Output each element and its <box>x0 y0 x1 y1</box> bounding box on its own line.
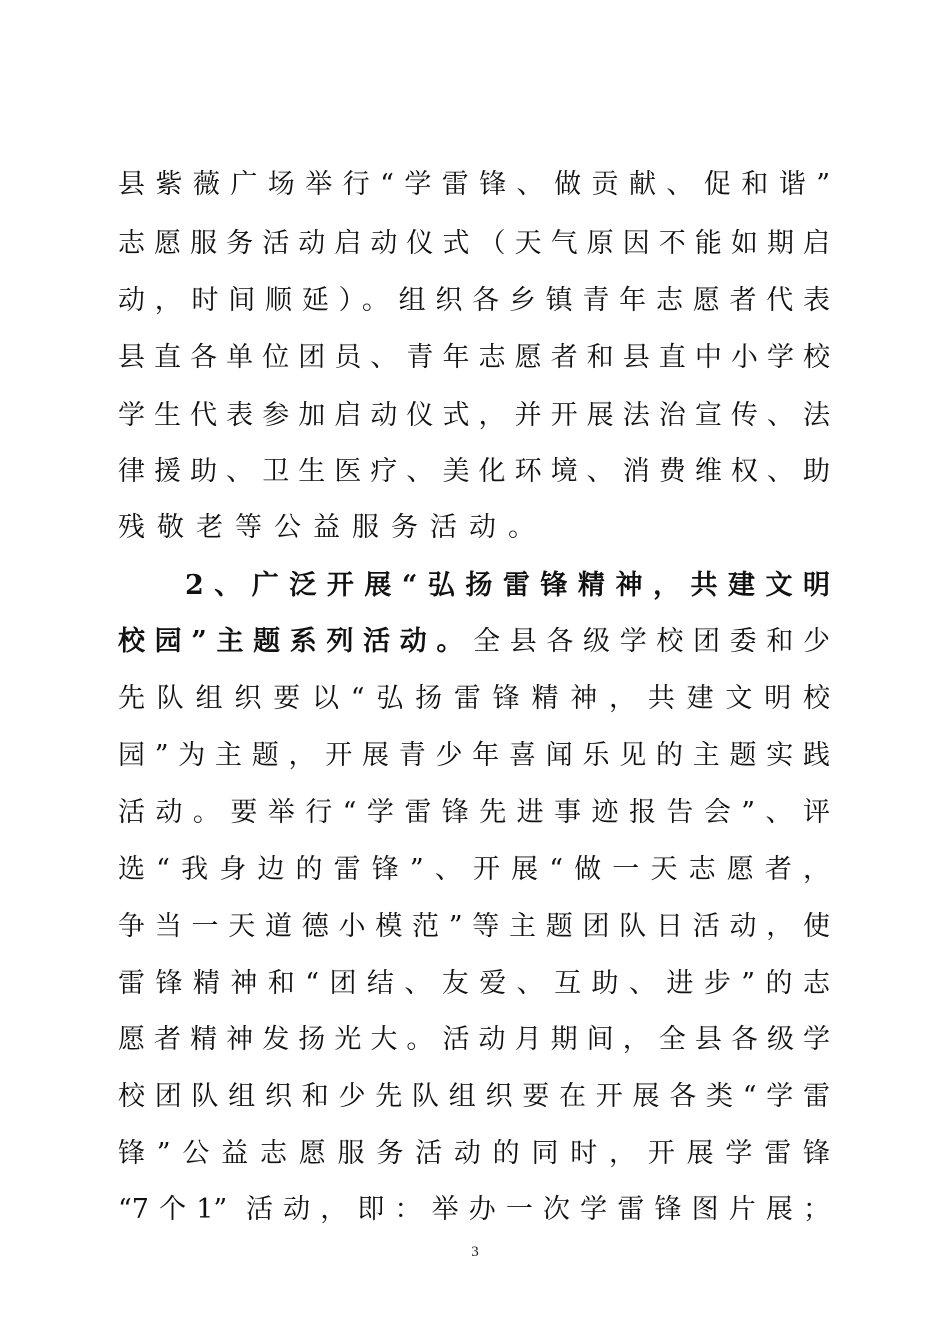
body-text-line: 残敬老等公益服务活动。 <box>118 512 547 543</box>
body-text-line: 县直各单位团员、青年志愿者和县直中小学校 <box>118 342 830 373</box>
body-text-line: 学生代表参加启动仪式，并开展法治宣传、法 <box>118 400 830 431</box>
body-text-line: 活动。要举行“学雷锋先进事迹报告会”、评 <box>118 797 830 828</box>
body-text-line: 先队组织要以“弘扬雷锋精神，共建文明校 <box>118 683 830 714</box>
body-text-line: 校团队组织和少先队组织要在开展各类“学雷 <box>118 1081 830 1112</box>
body-text-line: 选“我身边的雷锋”、开展“做一天志愿者， <box>118 854 830 885</box>
body-text-line: “7个1” 活动，即：举办一次学雷锋图片展； <box>118 1194 830 1225</box>
body-text-line: 雷锋精神和“团结、友爱、互助、进步”的志 <box>118 968 830 999</box>
body-text-line: 县紫薇广场举行“学雷锋、做贡献、促和谐” <box>118 169 830 200</box>
body-text-line: 律援助、卫生医疗、美化环境、消费维权、助 <box>118 456 830 487</box>
body-text-line: 愿者精神发扬光大。活动月期间，全县各级学 <box>118 1024 830 1055</box>
body-text-line: 动，时间顺延）。组织各乡镇青年志愿者代表 <box>118 285 830 316</box>
body-text-line: 锋”公益志愿服务活动的同时，开展学雷锋 <box>118 1138 830 1169</box>
section-heading: 2、广泛开展“弘扬雷锋精神，共建文明 <box>185 570 830 601</box>
body-text-line: 园”为主题，开展青少年喜闻乐见的主题实践 <box>118 740 830 771</box>
body-text-line: 志愿服务活动启动仪式（天气原因不能如期启 <box>118 228 830 259</box>
body-text-line: 争当一天道德小模范”等主题团队日活动，使 <box>118 911 830 942</box>
heading-continuation-line <box>118 622 830 662</box>
page-number: 3 <box>471 1244 479 1260</box>
body-text-inline: 全县各级学校团委和少 <box>473 626 830 657</box>
section-heading-continuation: 校园”主题系列活动。 <box>118 626 474 657</box>
